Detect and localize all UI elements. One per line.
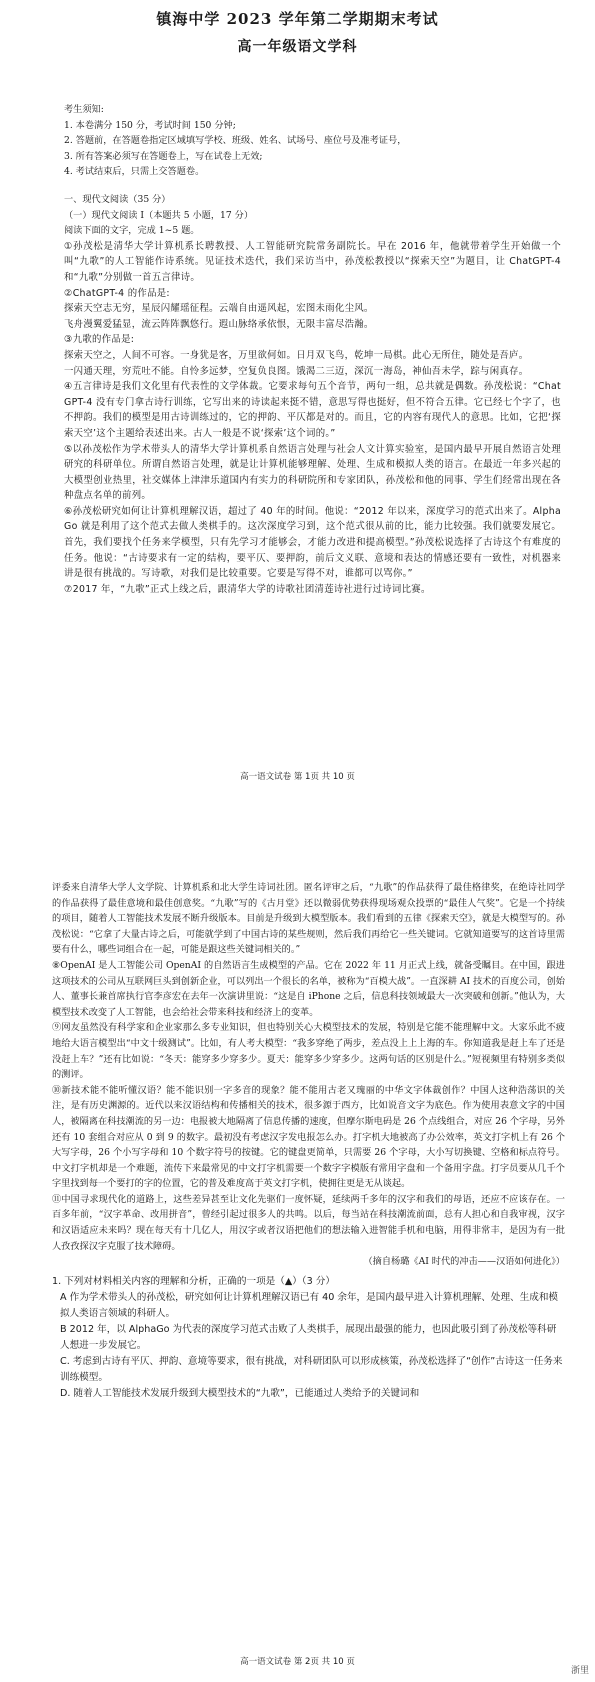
article-paragraph: ⑤以孙茂松作为学术带头人的清华大学计算机系自然语言处理与社会人文计算实验室，是国内最早开展自然语言处理研究的科研单位。所谓自然语言处理，就是让计算机能够理解、处理、生成和模拟人类的语言。在最近一年多兴起的大模型创业热里，社交媒体上津津乐道国内有实力的科研院所和专家团队，孙茂松和他的同事、学生们经常出现在各种盘点名单的前列。 xyxy=(64,443,561,502)
notice-item-2: 2. 答题前，在答题卷指定区域填写学校、班级、姓名、试场号、座位号及准考证号， xyxy=(64,135,407,147)
option-d: D. 随着人工智能技术发展升级到大模型技术的“九歌”，已能通过人类给予的关键词和 xyxy=(60,1387,420,1399)
notice-item-3: 3. 所有答案必须写在答题卷上，写在试卷上无效; xyxy=(64,150,263,162)
exam-page-2 xyxy=(0,840,595,1682)
article-source: （摘自杨璐《AI 时代的冲击——汉语如何进化》） xyxy=(363,1256,565,1268)
page-footer: 高一语文试卷 第 2页 共 10 页 xyxy=(240,1657,355,1667)
article-paragraph: ⑧OpenAI 是人工智能公司 OpenAI 的自然语言生成模型的产品。它在 2022 年 11 月正式上线，就备受瞩目。在中国，跟进这项技术的公司从互联网巨头到创新企业，可以列出一个很长的名单，被称为“百模大战”。一直深耕 AI 技术的百度公司，创始人、董事长兼首席执行官李彦宏在去年一次演讲里说：“这是自 iPhone 之后，信息科技领域最大一次突破和创新。”他认为，大模型技术改变了人工智能，也会给社会带来科技和经济上的变革。 xyxy=(52,959,565,1018)
article-paragraph: ⑪中国寻求现代化的道路上，这些差异甚至让文化先驱们一度怀疑，延续两千多年的汉字和我们的母语，还应不应该存在。一百多年前，“汉字革命、改用拼音”，曾经引起过很多人的共鸣。以后，每当站在科技潮流前面，总有人担心和自我审视，汉字和汉语适应未来吗？现在每天有十几亿人，用汉字或者汉语把他们的想法输入进智能手机和电脑，用得非常丰，是因为有一批人孜孜探汉字克服了技术障碍。 xyxy=(52,1193,565,1252)
article-paragraph: ①孙茂松是清华大学计算机系长聘教授、人工智能研究院常务副院长。早在 2016 年，他就带着学生开始做一个叫“九歌”的人工智能作诗系统。见证技术迭代，我们采访当中，孙茂松教授以“探索天空”为题目，让 ChatGPT-4 和“九歌”分别做一首五言律诗。 xyxy=(64,240,561,283)
article-paragraph: 评委来自清华大学人文学院、计算机系和北大学生诗词社团。匿名评审之后，“九歌”的作品获得了最佳格律奖，在绝诗社同学的作品获得了最佳意境和最佳创意奖。“九歌”写的《古月堂》还以微弱优势获得现场观众投票的“最佳人气奖”。它是一个持续的项目，随着人工智能技术发展不断升级版本。目前是升级到大模型版本。我们看到的五律《探索天空》，就是大模型写的。孙茂松说：“它拿了大量古诗之后，可能就学到了中国古诗的某些规则，然后我们再给它一些关键词。它就知道要写的这首诗里需要有什么，哪些词组合在一起，可能是跟这些关键词相关的。” xyxy=(52,882,565,956)
section-heading: 一、现代文阅读（35 分） xyxy=(64,194,171,205)
poem-line: 一闪通天理，穷荒吐不能。自怜多远梦，空复负良图。饿渴二三迈，深沉一海岛，神仙吾未学，踪与闲真存。 xyxy=(64,365,529,377)
reading-continued xyxy=(52,880,565,1402)
poem-line: 探索天空之，人间不可容。一身犹是客，万里欲何如。日月双飞鸟，乾坤一局棋。此心无所住，随处是吾庐。 xyxy=(64,349,529,361)
article-paragraph: ⑨网友虽然没有科学家和企业家那么多专业知识，但也特别关心大模型技术的发展，特别是它能不能理解中文。大家乐此不疲地给大语言模型出“中文十级测试”。比如，有人考大模型：“我多穿绝了两步，差点没上上上海的车。你知道我是赶上车了还是没赶上车？”还有比如说：“冬天：能穿多少穿多少。夏天：能穿多少穿多少。这两句话的区别是什么。”短视频里有特别多类似的测评。 xyxy=(52,1022,565,1081)
article-paragraph: ⑥孙茂松研究如何让计算机理解汉语，超过了 40 年的时间。他说：“2012 年以来，深度学习的范式出来了。AlphaGo 就是利用了这个范式去做人类棋手的。这次深度学习到，这个范式很从前的比，能力比较强。我们就要发展它。首先，我们要找个任务来学模型，只有先学习才能够会，才能力改进和提高模型。”孙茂松说选择了古诗这个有难度的任务。他说：“古诗要求有一定的结构，要平仄、要押韵，前后文义联、意境和表达的情感还要有一致性，对机器来讲是很有挑战的。写诗歌，对我们是比较重要。它要是写得不对，谁都可以骂你。” xyxy=(64,505,561,580)
article-paragraph: ③九歌的作品是: xyxy=(64,334,135,346)
exam-title: 镇海中学 2023 学年第二学期期末考试 xyxy=(156,10,439,28)
article-paragraph: ②ChatGPT-4 的作品是: xyxy=(64,287,170,299)
exam-subtitle: 高一年级语文学科 xyxy=(237,39,358,55)
page-footer: 高一语文试卷 第 1页 共 10 页 xyxy=(240,772,355,782)
watermark-text: 浙里 xyxy=(570,1666,589,1676)
poem-line: 探索天空志无穷，星辰闪耀瑶征程。云端自由遥风起，宏图未雨化尘风。 xyxy=(64,303,374,315)
poem-line: 飞舟漫翼爱猛显，流云阵阵飘悠行。遐山脉络承依恨，无限丰富尽浩瀚。 xyxy=(64,318,374,330)
article-paragraph: ④五言律诗是我们文化里有代表性的文学体裁。它要求每句五个音节，两句一组，总共就是偶数。孙茂松说：“ChatGPT-4 没有专门拿古诗行训练，它写出来的诗读起来挺不错，意思写得也挺好，但不符合五律。它已经七个字了，也不押韵。我们的模型是用古诗训练过的，它的押韵、平仄都是对的。而且，它的内容有现代人的意思。比如，它把‘探索天空’这个主题给表述出来。古人一般是不说‘探索’这个词的。” xyxy=(64,381,561,439)
reading-section xyxy=(64,192,561,597)
article-paragraph: ⑩新技术能不能听懂汉语？能不能识别一字多音的现象？能不能用古老又瑰丽的中华文字体裁创作？中国人这种浩荡识的关注，是有历史渊源的。近代以来汉语结构和传播相关的技术，很多源于西方，比如说音文字为底色。作为使用表意文字的中国人，被隔离在科技潮流的另一边：电报被大地隔离了信息传播的速度，但摩尔斯电码是 26 个点线组合，对应 26 个字母，另外还有 10 套组合对应从 0 到 9 的数字。最初没有考虑汉字发电报怎么办。打字机大地被高了办公效率，英文打字机上有 26 个大写字母，26 个小写字母和 10 个数字符号的按键。它的键盘更简单，只需要 26 个字母，大小写切换键、空格和标点符号。中文打字机却是一个难题，流传下来最常见的中文打字机需要一个数字字模版有常用字盘和一个备用字盘。打字员要从几千个字里找到每一个要打的字的位置，它的普及难度高于英文打字机，使拥往更是无从谈起。 xyxy=(52,1084,565,1190)
notice-heading: 考生须知: xyxy=(64,104,104,115)
reading-instruction: 阅读下面的文字，完成 1~5 题。 xyxy=(64,225,200,237)
notice-item-1: 1. 本卷满分 150 分，考试时间 150 分钟; xyxy=(64,119,236,131)
article-paragraph: ⑦2017 年，“九歌”正式上线之后，跟清华大学的诗歌社团清莲诗社进行过诗词比赛。 xyxy=(64,583,431,595)
notice-item-4: 4. 考试结束后，只需上交答题卷。 xyxy=(64,166,205,178)
subsection-heading: （一）现代文阅读 I（本题共 5 小题，17 分） xyxy=(64,209,254,221)
option-c: C. 考虑到古诗有平仄、押韵、意境等要求，很有挑战，对科研团队可以形成核策，孙茂松选择了“创作”古诗这一任务来训练模型。 xyxy=(60,1355,563,1383)
question-1: 1. 下列对材料相关内容的理解和分析，正确的一项是（▲）（3 分） xyxy=(52,1275,335,1287)
option-a: A 作为学术带头人的孙茂松，研究如何让计算机理解汉语已有 40 余年，是国内最早进入计算机理解、处理、生成和模拟人类语言领域的科研人。 xyxy=(60,1291,559,1319)
exam-notice xyxy=(64,102,561,180)
option-b: B 2012 年，以 AlphaGo 为代表的深度学习范式击败了人类棋手，展现出最强的能力，也因此吸引到了孙茂松等科研人想进一步发展它。 xyxy=(60,1323,557,1351)
exam-page-1 xyxy=(0,0,595,840)
